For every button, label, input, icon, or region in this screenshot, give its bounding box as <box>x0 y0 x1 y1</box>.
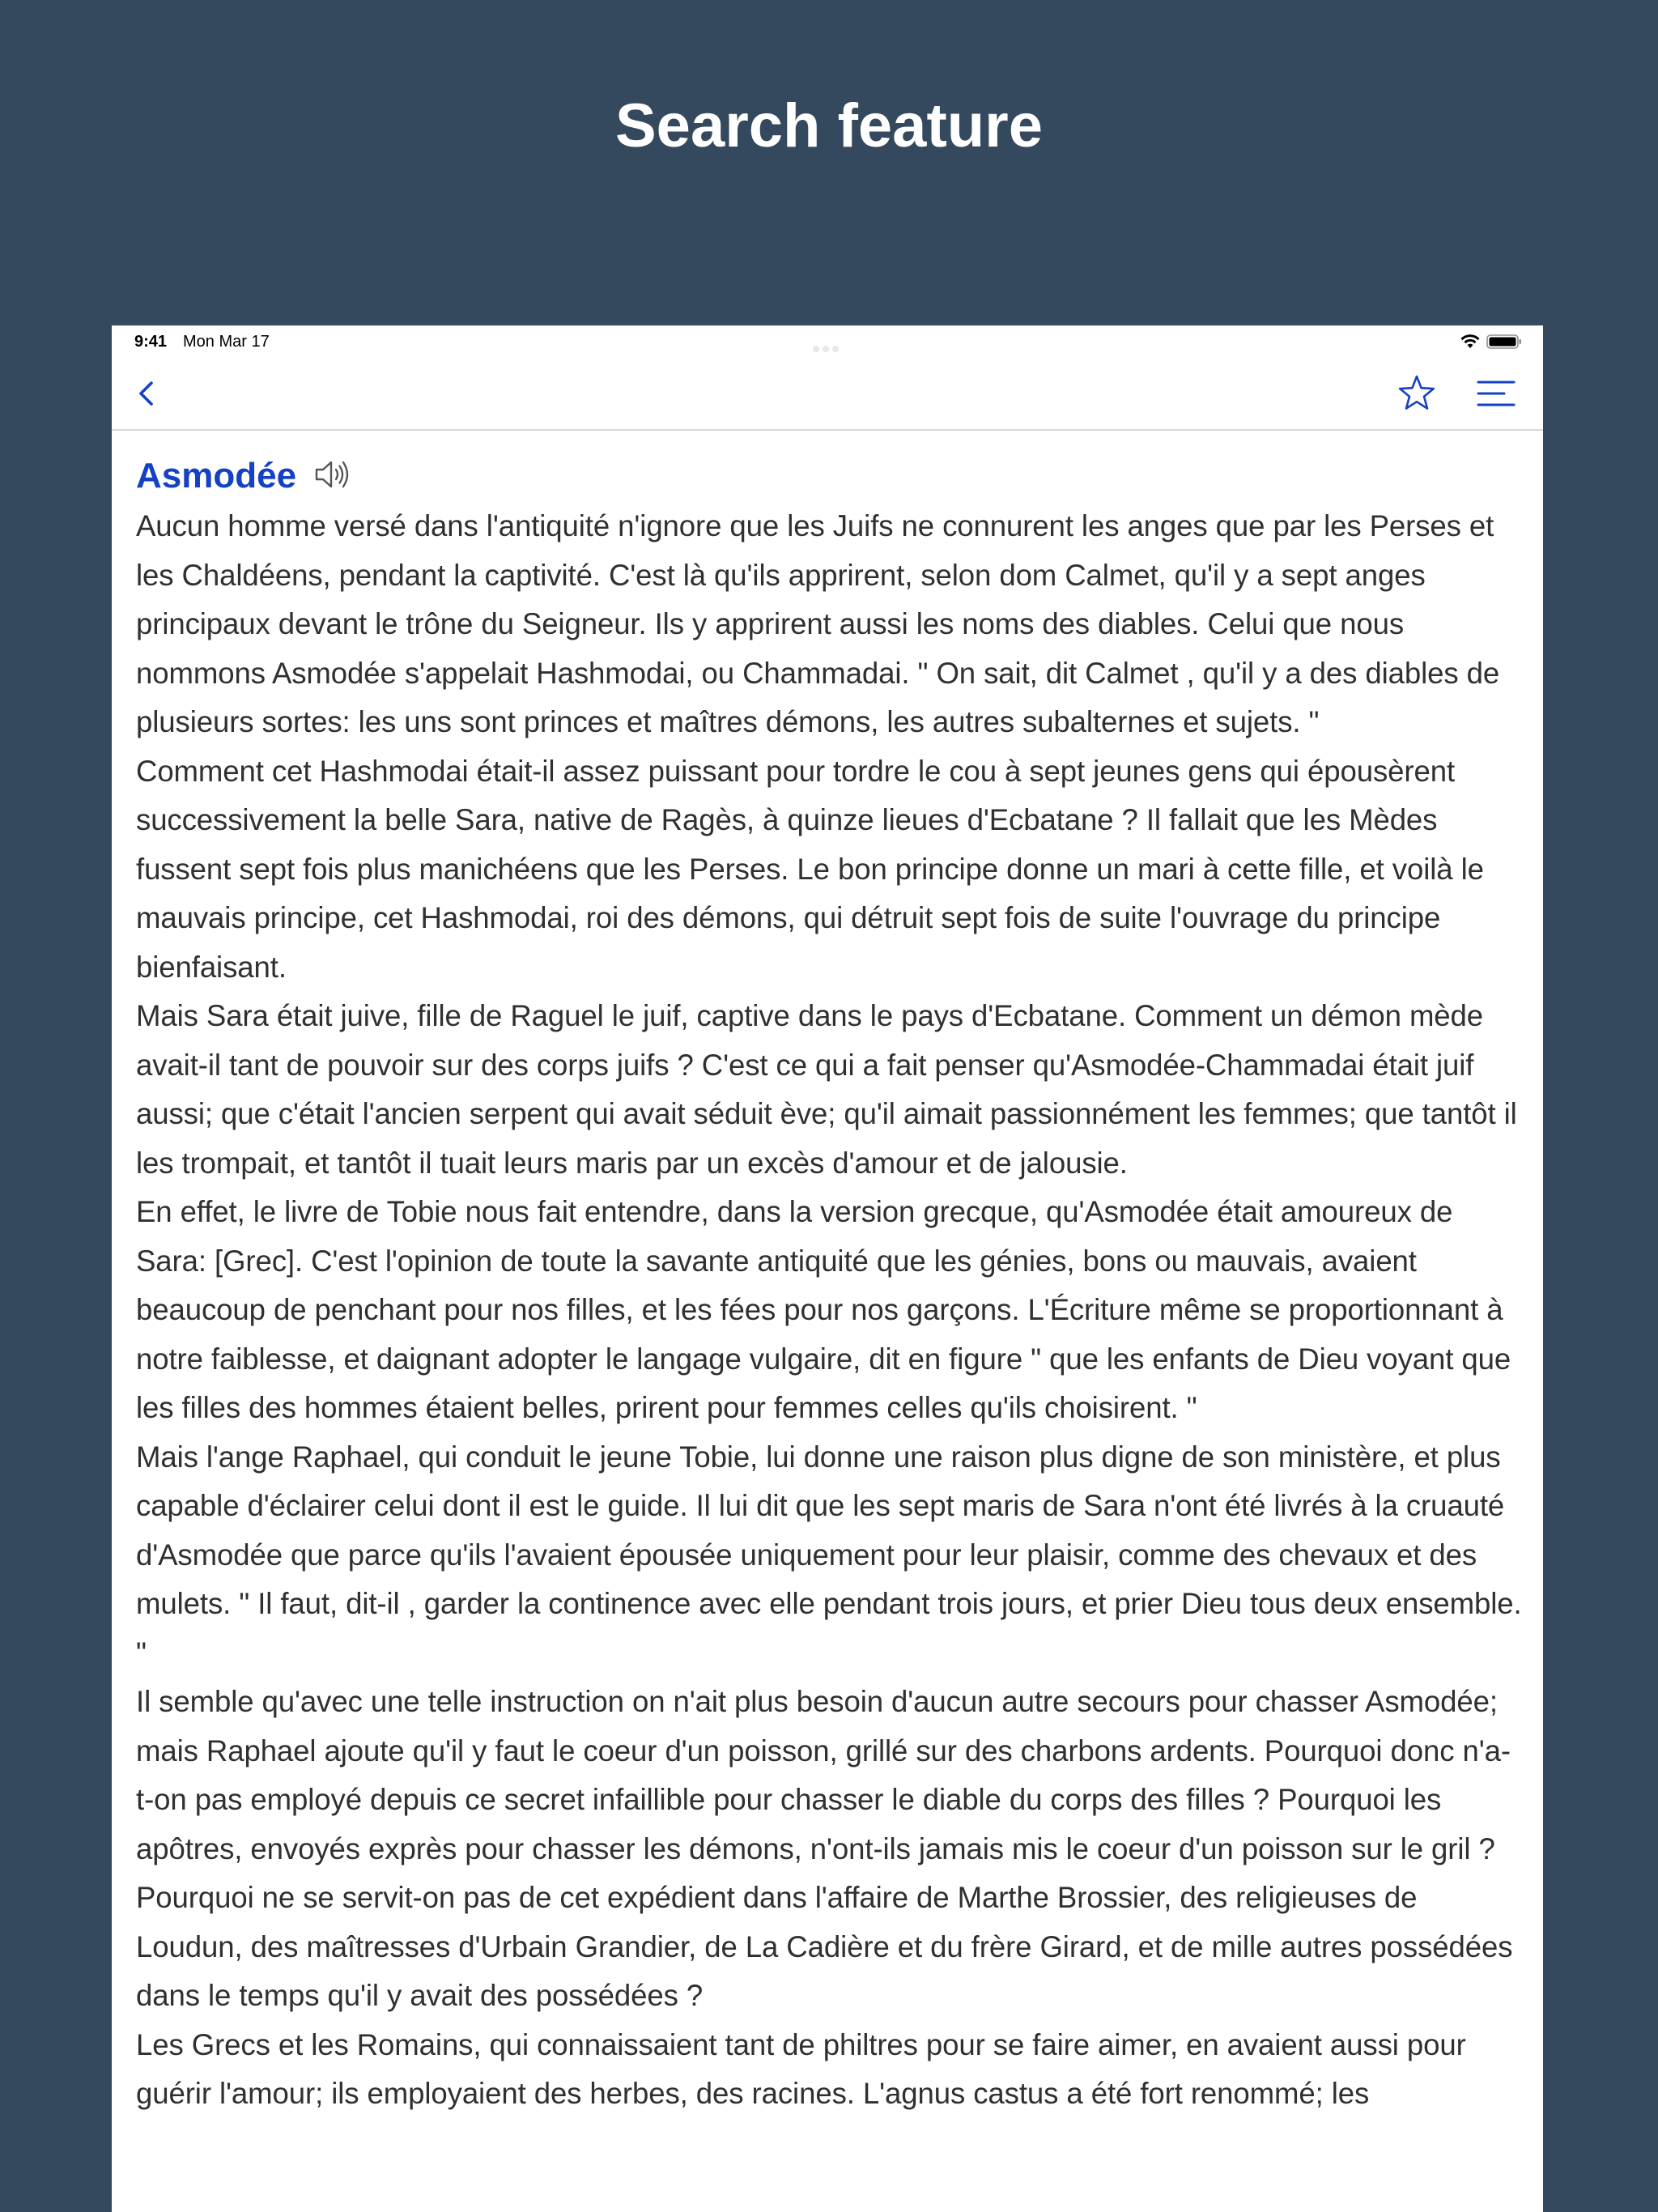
entry-paragraph: En effet, le livre de Tobie nous fait entendre, dans la version grecque, qu'Asmodée était amoureux de Sara: [Grec]. C'est l'opinion de toute la savante antiquité que les génies, bons ou mauvais, avaient beaucoup de penchant pour nos filles, et les fées pour nos garçons. L'Écriture même se proportionnant à notre faiblesse, et daignant adopter le langage vulgaire, dit en figure " que les enfants de Dieu voyant que les filles des hommes étaient belles, prirent pour femmes celles qu'ils choisirent. " <box>136 1195 1511 1424</box>
entry-header <box>136 447 1522 502</box>
navigation-bar <box>112 358 1543 431</box>
device-screen <box>112 325 1543 2212</box>
entry-paragraph: Mais Sara était juive, fille de Raguel le juif, captive dans le pays d'Ecbatane. Comment un démon mède avait-il tant de pouvoir sur des corps juifs ? C'est ce qui a fait penser qu'Asmodée-Chammadai était juif aussi; que c'était l'ancien serpent qui avait séduit ève; qu'il aimait passionnément les femmes; que tantôt il les trompait, et tantôt il tuait leurs maris par un excès d'amour et de jalousie. <box>136 999 1517 1180</box>
promo-title: Search feature <box>614 91 1044 160</box>
battery-icon <box>1486 334 1522 350</box>
text-menu-icon[interactable] <box>1473 371 1519 416</box>
entry-paragraph: Mais l'ange Raphael, qui conduit le jeune Tobie, lui donne une raison plus digne de son ministère, et plus capable d'éclairer celui dont il est le guide. Il lui dit que les sept maris de Sara n'ont été livrés à la cruauté d'Asmodée que parce qu'ils l'avaient épousée uniquement pour leur plaisir, comme des chevaux et des mulets. " Il faut, dit-il , garder la continence avec elle pendant trois jours, et prier Dieu tous deux ensemble. " <box>136 1440 1522 1670</box>
entry-paragraph: Comment cet Hashmodai était-il assez puissant pour tordre le cou à sept jeunes gens qui épousèrent successivement la belle Sara, native de Ragès, à quinze lieues d'Ecbatane ? Il fallait que les Mèdes fussent sept fois plus manichéens que les Perses. Le bon principe donne un mari à cette fille, et voilà le mauvais principe, cet Hashmodai, roi des démons, qui détruit sept fois de suite l'ouvrage du principe bienfaisant. <box>136 754 1484 984</box>
wifi-icon <box>1459 334 1482 350</box>
entry-paragraph: Les Grecs et les Romains, qui connaissaient tant de philtres pour se faire aimer, en avaient aussi pour guérir l'amour; ils employaient des herbes, des racines. L'agnus castus a été fort renommé; les <box>136 2027 1466 2110</box>
star-outline-icon[interactable] <box>1394 371 1439 416</box>
entry-title: Asmodée <box>136 456 297 496</box>
multitask-indicator[interactable] <box>813 338 842 357</box>
entry-paragraph: Il semble qu'avec une telle instruction on n'ait plus besoin d'aucun autre secours pour chasser Asmodée; mais Raphael ajoute qu'il y faut le coeur d'un poisson, grillé sur des charbons ardents. Pourquoi donc n'a-t-on pas employé depuis ce secret infaillible pour chasser le diable du corps des filles ? Pourquoi les apôtres, envoyés exprès pour chasser les démons, n'ont-ils jamais mis le coeur d'un poisson sur le gril ? Pourquoi ne se servit-on pas de cet expédient dans l'affaire de Marthe Brossier, des religieuses de Loudun, des maîtresses d'Urbain Grandier, de La Cadière et du frère Girard, et de mille autres possédées dans le temps qu'il y avait des possédées ? <box>136 1685 1513 2012</box>
status-time: 9:41 <box>134 333 168 351</box>
entry-content <box>136 447 1522 2119</box>
speaker-icon[interactable] <box>312 455 351 494</box>
entry-paragraph: Aucun homme versé dans l'antiquité n'ignore que les Juifs ne connurent les anges que par les Perses et les Chaldéens, pendant la captivité. C'est là qu'ils apprirent, selon dom Calmet, qu'il y a sept anges principaux devant le trône du Seigneur. Ils y apprirent aussi les noms des diables. Celui que nous nommons Asmodée s'appelait Hashmodai, ou Chammadai. " On sait, dit Calmet , qu'il y a des diables de plusieurs sortes: les uns sont princes et maîtres démons, les autres subalternes et sujets. " <box>136 509 1500 738</box>
chevron-left-icon[interactable] <box>126 372 168 415</box>
status-bar <box>112 325 1543 358</box>
status-date: Mon Mar 17 <box>183 333 270 351</box>
